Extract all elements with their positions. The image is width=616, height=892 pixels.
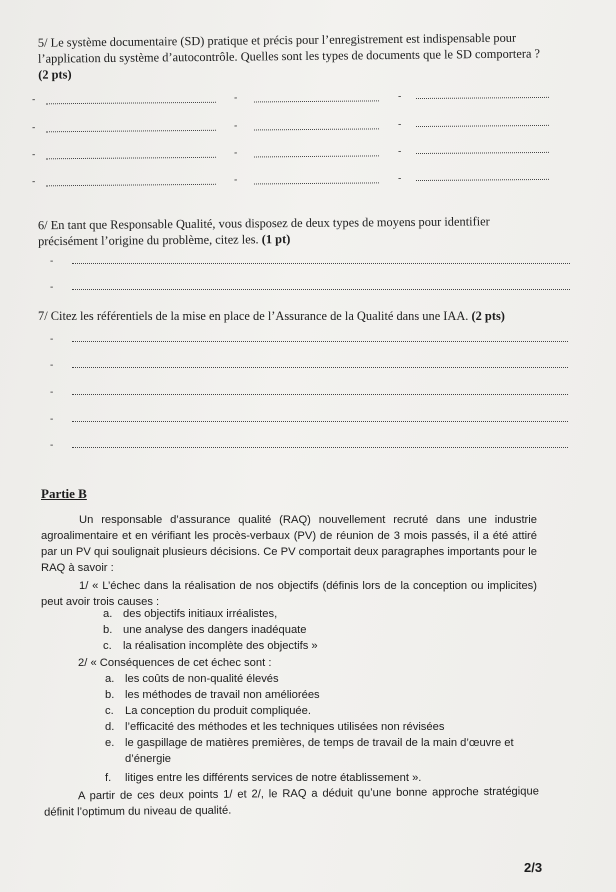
bullet: -: [31, 94, 36, 106]
list-item: c. La conception du produit compliquée.: [105, 705, 311, 717]
answer-blank[interactable]: [46, 184, 216, 186]
answer-blank[interactable]: [72, 394, 568, 395]
answer-blank[interactable]: [72, 367, 568, 368]
answer-blank[interactable]: [254, 182, 379, 184]
answer-blank[interactable]: [72, 289, 570, 290]
answer-blank[interactable]: [254, 155, 379, 157]
bullet: -: [50, 414, 54, 425]
list-item: a. les coûts de non-qualité élevés: [105, 673, 279, 685]
question-7-points: (2 pts): [471, 309, 505, 323]
answer-blank[interactable]: [416, 125, 549, 127]
bullet: -: [233, 120, 238, 132]
bullet: -: [50, 256, 54, 267]
bullet: -: [50, 440, 54, 451]
list-item: d. l’efficacité des méthodes et les techniques utilisées non révisées: [105, 721, 445, 733]
bullet: -: [31, 149, 36, 161]
bullet: -: [397, 91, 402, 103]
answer-blank[interactable]: [254, 128, 379, 130]
answer-blank[interactable]: [72, 341, 568, 342]
consequences-list: [105, 671, 545, 786]
part-b-conclusion: A partir de ces deux points 1/ et 2/, le RAQ a déduit qu’une bonne approche stratégique définit l’optimum du niveau de qualité.: [44, 785, 539, 819]
part-b-paragraph-2: 2/ « Conséquences de cet échec sont :: [78, 657, 272, 669]
part-b-title: Partie B: [41, 486, 87, 501]
answer-blank[interactable]: [46, 130, 216, 132]
list-item: b. les méthodes de travail non améliorées: [105, 689, 320, 701]
bullet: -: [233, 92, 238, 104]
bullet: -: [397, 119, 402, 131]
part-b-intro: Un responsable d’assurance qualité (RAQ) nouvellement recruté dans une industrie agroalimentaire et en vérifiant les procès-verbaux (PV) de réunion de 3 mois passés, il a été attiré par un PV qui soulignait plusieurs décisions. Ce PV comportait deux paragraphes importants pour le RAQ à savoir :: [41, 514, 537, 574]
answer-blank[interactable]: [46, 157, 216, 159]
bullet: -: [31, 122, 36, 134]
answer-blank[interactable]: [72, 447, 568, 448]
list-item: f. litiges entre les différents services de notre établissement ».: [105, 772, 422, 784]
bullet: -: [397, 173, 402, 185]
page-number: 2/3: [524, 860, 543, 875]
answer-blank[interactable]: [72, 421, 568, 422]
answer-blank[interactable]: [416, 152, 549, 154]
question-6-text: 6/ En tant que Responsable Qualité, vous disposez de deux types de moyens pour identifier précisément l’origine du problème, citez les.: [37, 214, 490, 249]
bullet: -: [31, 176, 36, 188]
question-5-text: 5/ Le système documentaire (SD) pratique et précis pour l’enregistrement est indispensable pour l’application du système d’autocontrôle. Quelles sont les types de documents que le SD comportera ?: [37, 30, 541, 66]
part-b-paragraph-1: 1/ « L’échec dans la réalisation de nos objectifs (définis lors de la conception ou implicites) peut avoir trois causes :: [41, 580, 537, 608]
bullet: -: [50, 387, 54, 398]
list-item: a. des objectifs initiaux irréalistes,: [103, 608, 278, 620]
answer-blank[interactable]: [416, 97, 549, 99]
answer-blank[interactable]: [72, 263, 570, 264]
bullet: -: [50, 282, 54, 293]
question-5: [38, 29, 553, 82]
question-5-points: (2 pts): [38, 67, 72, 82]
answer-blank[interactable]: [46, 102, 216, 104]
answer-blank[interactable]: [254, 100, 379, 102]
list-item: b. une analyse des dangers inadéquate: [103, 624, 307, 636]
causes-list: [103, 606, 533, 654]
question-6: [38, 213, 548, 249]
question-7: [38, 308, 558, 324]
question-7-text: 7/ Citez les référentiels de la mise en place de l’Assurance de la Qualité dans une IAA.: [38, 309, 469, 323]
answer-blank[interactable]: [416, 179, 549, 181]
list-item: c. la réalisation incomplète des objectifs »: [103, 640, 318, 652]
list-item: e. le gaspillage de matières premières, de temps de travail de la main d’œuvre et d’énergie: [105, 737, 514, 765]
bullet: -: [397, 146, 402, 158]
bullet: -: [50, 334, 54, 345]
bullet: -: [50, 360, 54, 371]
bullet: -: [233, 147, 238, 159]
bullet: -: [233, 174, 238, 186]
question-6-points: (1 pt): [261, 232, 291, 247]
